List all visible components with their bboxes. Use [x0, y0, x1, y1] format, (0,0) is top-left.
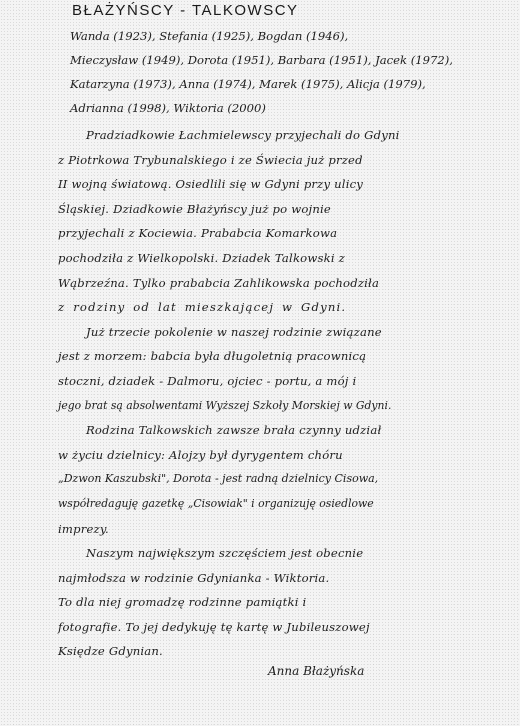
body-line: pochodziła z Wielkopolski. Dziadek Talkowski z: [58, 250, 345, 265]
names-line: Wanda (1923), Stefania (1925), Bogdan (1946),: [70, 29, 349, 43]
body-line: jest z morzem: babcia była długoletnią pracownicą: [58, 349, 367, 364]
body-line: fotografie. To jej dedykuję tę kartę w Jubileuszowej: [58, 619, 370, 634]
body-line: Śląskiej. Dziadkowie Błażyńscy już po wojnie: [58, 201, 331, 216]
body-line: To dla niej gromadzę rodzinne pamiątki i: [58, 595, 307, 610]
body-line: Już trzecie pokolenie w naszej rodzinie związane: [86, 324, 382, 339]
body-line: w życiu dzielnicy: Alojzy był dyrygentem chóru: [58, 447, 343, 462]
body-line: Naszym największym szczęściem jest obecnie: [86, 546, 364, 561]
body-line: Wąbrzeźna. Tylko prababcia Zahlikowska pochodziła: [58, 275, 380, 290]
family-names-list: [70, 24, 510, 120]
body-line: z Piotrkowa Trybunalskiego i ze Świecia już przed: [58, 152, 363, 167]
body-line: Księdze Gdynian.: [58, 644, 163, 659]
document-title: BŁAŻYŃSCY - TALKOWSCY: [72, 2, 299, 19]
body-line: współredaguję gazetkę „Cisowiak" i organizuję osiedlowe: [58, 496, 374, 510]
body-line: najmłodsza w rodzinie Gdynianka - Wiktoria.: [58, 570, 330, 585]
author-signature: Anna Błażyńska: [268, 664, 365, 678]
body-line: jego brat są absolwentami Wyższej Szkoły Morskiej w Gdyni.: [58, 398, 392, 412]
names-line: Adrianna (1998), Wiktoria (2000): [70, 101, 266, 115]
body-line: Pradziadkowie Łachmielewscy przyjechali do Gdyni: [86, 128, 400, 142]
body-line: imprezy.: [58, 521, 109, 536]
names-line: Katarzyna (1973), Anna (1974), Marek (1975), Alicja (1979),: [70, 77, 426, 91]
body-line: Rodzina Talkowskich zawsze brała czynny udział: [86, 423, 382, 438]
body-line: II wojną światową. Osiedlili się w Gdyni przy ulicy: [58, 177, 364, 192]
body-line: przyjechali z Kociewia. Prababcia Komarkowa: [58, 226, 338, 241]
names-line: Mieczysław (1949), Dorota (1951), Barbara (1951), Jacek (1972),: [70, 53, 453, 67]
document-body: [58, 123, 503, 664]
body-line: z rodziny od lat mieszkającej w Gdyni.: [58, 300, 347, 315]
body-line: stoczni, dziadek - Dalmoru, ojciec - portu, a mój i: [58, 373, 357, 388]
body-line: „Dzwon Kaszubski", Dorota - jest radną dzielnicy Cisowa,: [58, 472, 379, 486]
